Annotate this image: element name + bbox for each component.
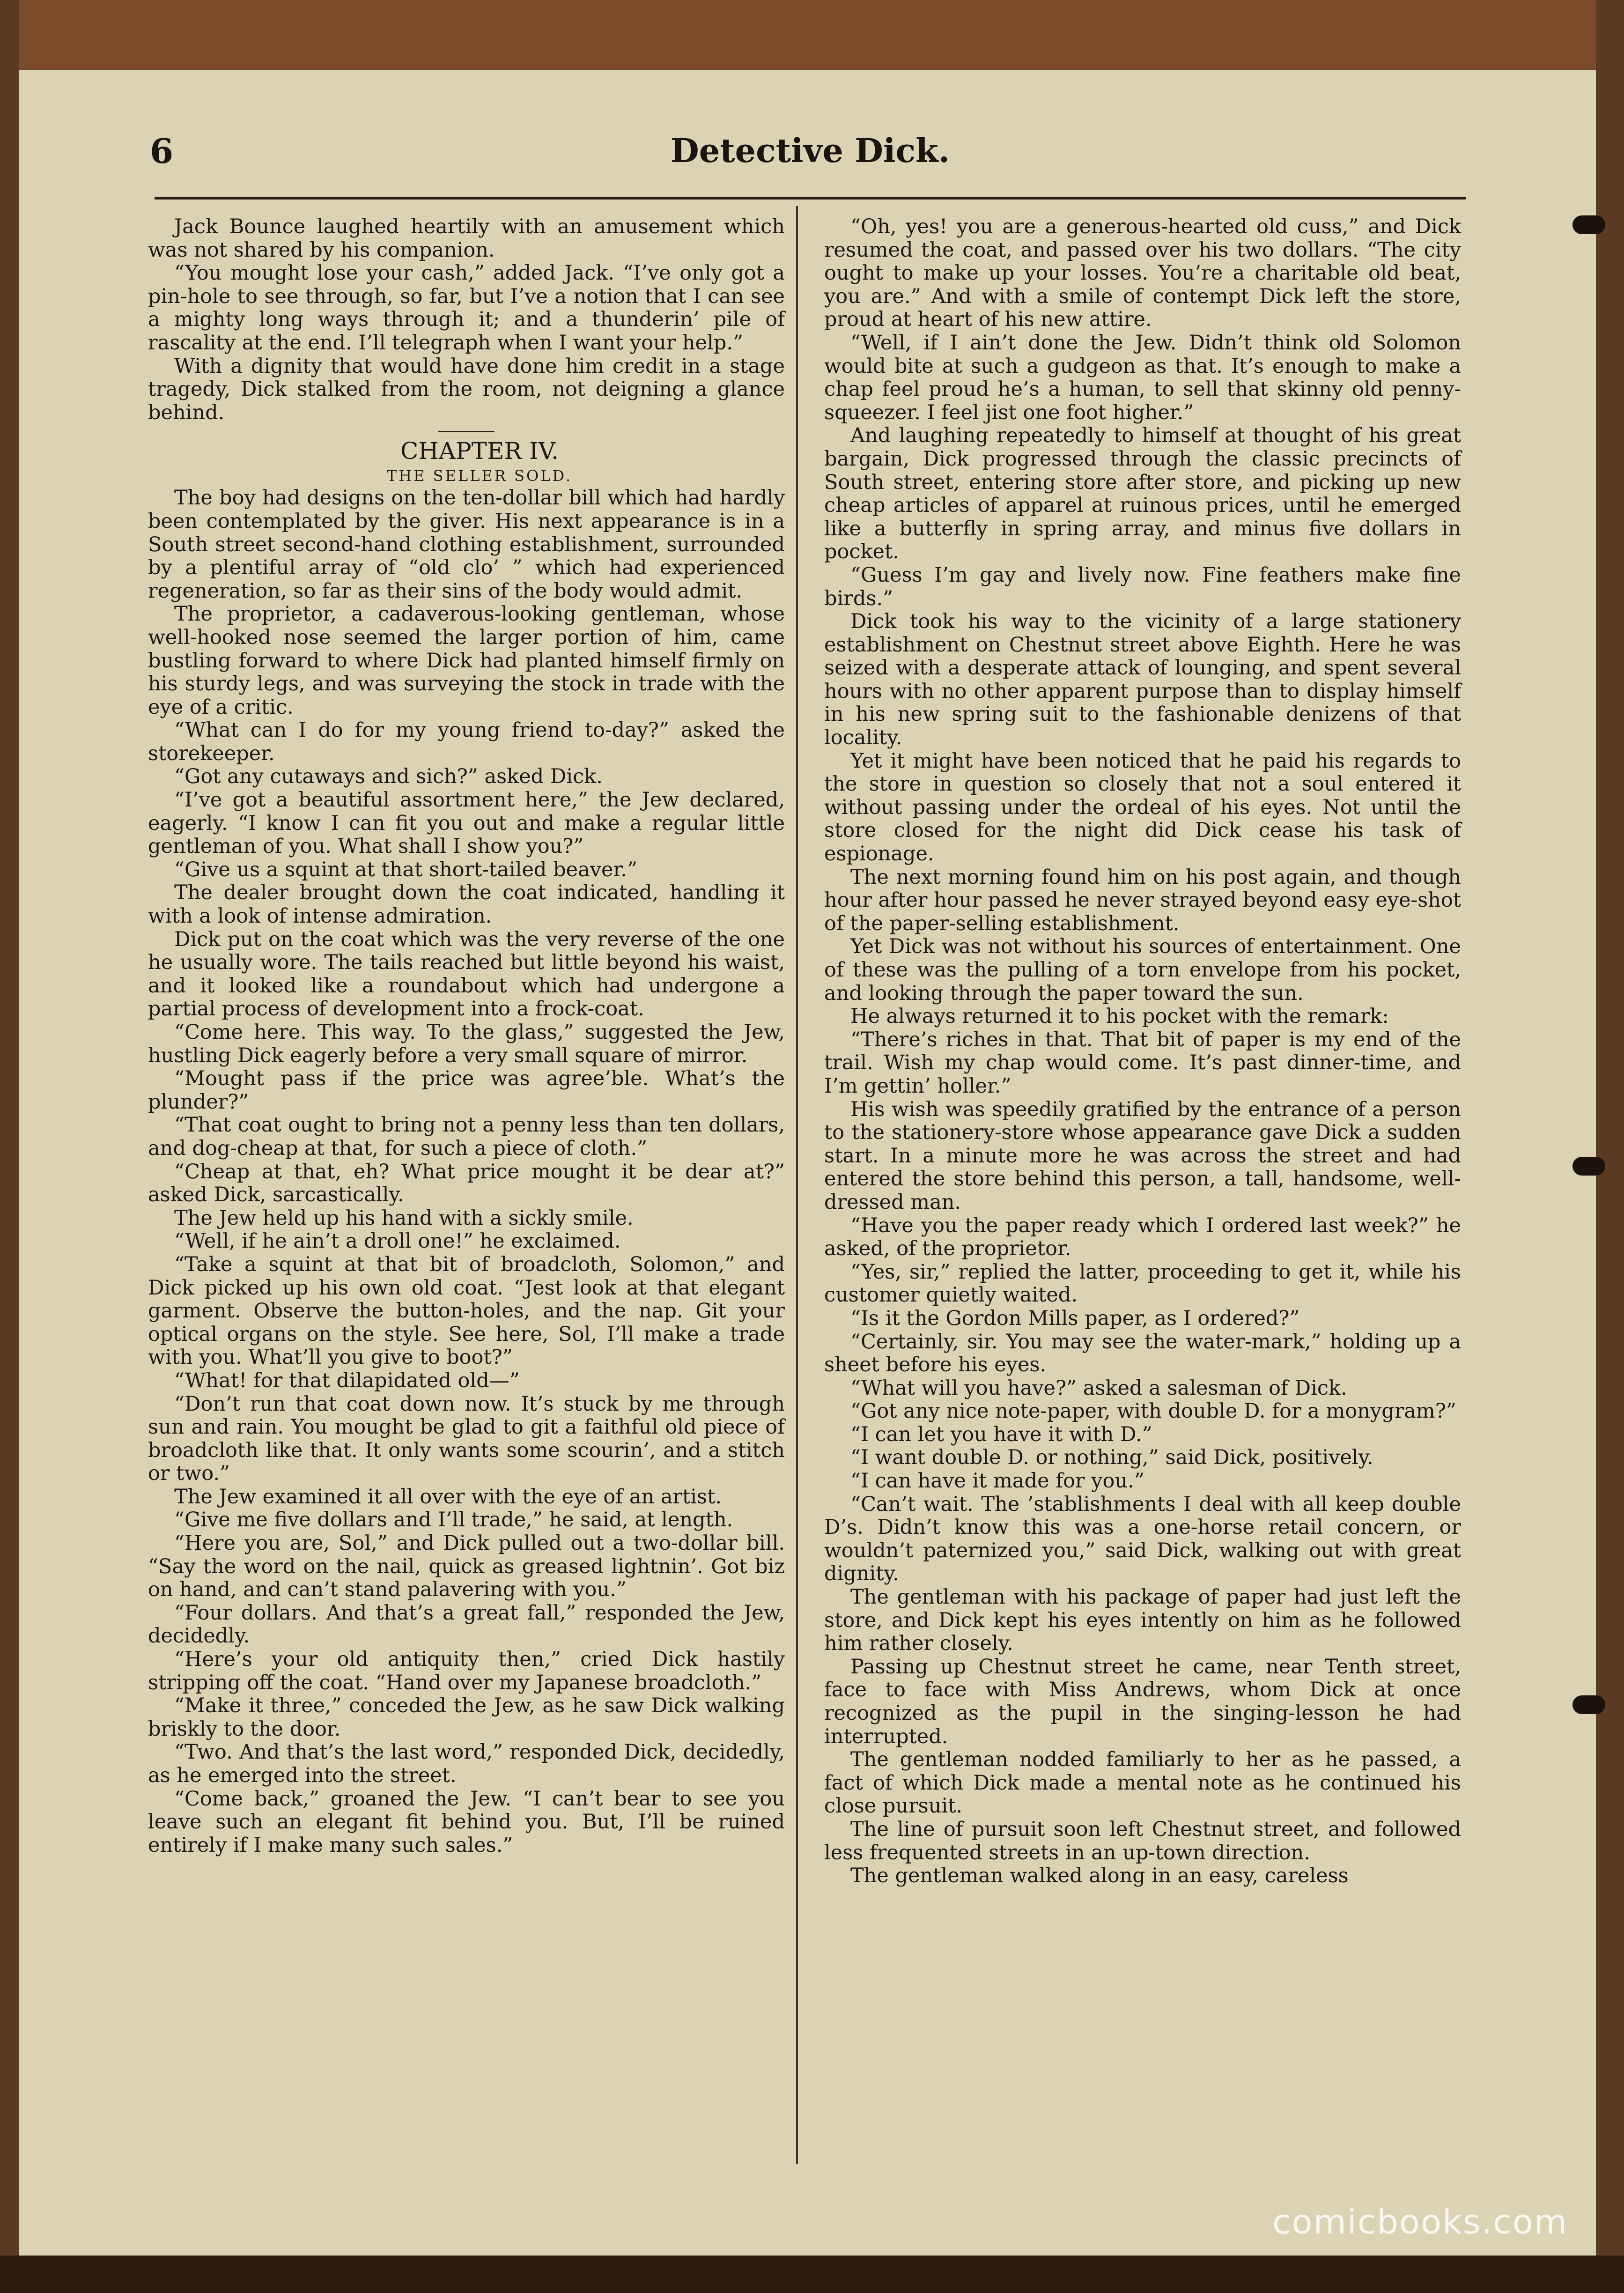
paragraph: Jack Bounce laughed heartily with an amusement which was not shared by his companion. [148, 215, 785, 262]
paragraph: “Cheap at that, eh? What price mought it be dear at?” asked Dick, sarcastically. [148, 1160, 785, 1207]
paragraph: “Yes, sir,” replied the latter, proceeding to get it, while his customer quietly waited. [824, 1260, 1461, 1307]
paragraph: And laughing repeatedly to himself at thought of his great bargain, Dick progressed through the classic precincts of South street, entering store after store, and picking up new cheap articles of apparel at ruinous prices, until he emerged like a butterfly in spring array, and minus five dollars in pocket. [824, 424, 1461, 564]
paragraph: “Got any nice note-paper, with double D. for a monygram?” [850, 1399, 1456, 1423]
chapter-subtitle: THE SELLER SOLD. [386, 467, 573, 485]
left-column [148, 215, 785, 1857]
page-header [150, 131, 1470, 187]
paragraph: The proprietor, a cadaverous-looking gentleman, whose well-hooked nose seemed the larger portion of him, came bustling forward to where Dick had planted himself firmly on his sturdy legs, and was surveying the stock in trade with the eye of a critic. [148, 602, 785, 719]
paragraph: Yet it might have been noticed that he paid his regards to the store in question so closely that not a soul entered it without passing under the ordeal of his eyes. Not until the store closed for the night did Dick cease his task of espionage. [824, 749, 1461, 866]
paragraph: “I can have it made for you.” [850, 1469, 1144, 1493]
paragraph: “Here’s your old antiquity then,” cried Dick hastily stripping off the coat. “Hand over my Japanese broadcloth.” [148, 1648, 785, 1694]
paragraph: “What can I do for my young friend to-day?” asked the storekeeper. [148, 718, 785, 765]
right-column-body [824, 215, 1461, 1888]
paragraph: The line of pursuit soon left Chestnut street, and followed less frequented streets in an up-town direction. [824, 1817, 1461, 1864]
paragraph: The boy had designs on the ten-dollar bill which had hardly been contemplated by the giver. His next appearance is in a South street second-hand clothing establishment, surrounded by a plentiful array of “old clo’ ” which had experienced regeneration, so far as their sins of the body would admit. [148, 486, 785, 603]
paragraph: Yet Dick was not without his sources of entertainment. One of these was the pulling of a torn envelope from his pocket, and looking through the paper toward the sun. [824, 935, 1461, 1005]
paragraph: “What! for that dilapidated old—” [174, 1368, 520, 1392]
paragraph: “Four dollars. And that’s a great fall,” responded the Jew, decidedly. [148, 1601, 785, 1648]
paragraph: “Have you the paper ready which I ordered last week?” he asked, of the proprietor. [824, 1213, 1461, 1261]
paragraph: His wish was speedily gratified by the entrance of a person to the stationery-store whose appearance gave Dick a sudden start. In a minute more he was across the street and had entered the store behind this person, a tall, handsome, well-dressed man. [824, 1097, 1461, 1214]
paragraph: He always returned it to his pocket with the remark: [850, 1005, 1389, 1028]
right-column [824, 215, 1461, 1888]
watermark: comicbooks.com [1272, 2202, 1568, 2241]
paragraph: “Come here. This way. To the glass,” suggested the Jew, hustling Dick eagerly before a very small square of mirror. [148, 1021, 785, 1067]
paragraph: “I can let you have it with D.” [850, 1422, 1152, 1446]
paragraph: Dick put on the coat which was the very reverse of the one he usually wore. The tails reached but little beyond his waist, and it looked like a roundabout which had undergone a partial process of development into a frock-coat. [148, 927, 785, 1021]
paragraph: The Jew held up his hand with a sickly smile. [174, 1206, 634, 1230]
paragraph: The Jew examined it all over with the eye of an artist. [174, 1485, 722, 1509]
paragraph: “I want double D. or nothing,” said Dick, positively. [850, 1446, 1373, 1470]
paragraph: The gentleman with his package of paper had just left the store, and Dick kept his eyes intently on him as he followed him rather closely. [824, 1585, 1461, 1656]
paragraph: “Give me five dollars and I’ll trade,” he said, at length. [174, 1508, 733, 1532]
chapter-separator [438, 431, 495, 432]
paragraph: “What will you have?” asked a salesman of Dick. [850, 1376, 1347, 1400]
paragraph: “Certainly, sir. You may see the water-mark,” holding up a sheet before his eyes. [824, 1330, 1461, 1377]
running-title: Detective Dick. [670, 131, 950, 170]
page-number: 6 [150, 131, 174, 171]
paragraph: Dick took his way to the vicinity of a large stationery establishment on Chestnut street above Eighth. Here he was seized with a desperate attack of lounging, and spent several hours with no other apparent purpose than to display himself in his new spring suit to the fashionable denizens of that locality. [824, 610, 1461, 750]
paragraph: “Don’t run that coat down now. It’s stuck by me through sun and rain. You mought be glad to git a faithful old piece of broadcloth like that. It only wants some scourin’, and a stitch or two.” [148, 1392, 785, 1486]
paragraph: Passing up Chestnut street he came, near Tenth street, face to face with Miss Andrews, whom Dick at once recognized as the pupil in the singing-lesson he had interrupted. [824, 1655, 1461, 1748]
paragraph: “Can’t wait. The ’stablishments I deal with all keep double D’s. Didn’t know this was a one-horse retail concern, or wouldn’t paternized you,” said Dick, walking out with great dignity. [824, 1492, 1461, 1586]
paragraph: “Is it the Gordon Mills paper, as I ordered?” [850, 1306, 1300, 1330]
paragraph: The gentleman nodded familiarly to her as he passed, a fact of which Dick made a mental note as he continued his close pursuit. [824, 1748, 1461, 1818]
header-rule [155, 197, 1466, 200]
binding-staple-2 [1572, 1157, 1605, 1176]
paragraph: “Give us a squint at that short-tailed beaver.” [174, 858, 637, 881]
paragraph: “Here you are, Sol,” and Dick pulled out a two-dollar bill. “Say the word on the nail, quick as greased lightnin’. Got biz on hand, and can’t stand palavering with you.” [148, 1531, 785, 1602]
paragraph: “Two. And that’s the last word,” responded Dick, decidedly, as he emerged into the street. [148, 1740, 785, 1787]
paragraph: “Come back,” groaned the Jew. “I can’t bear to see you leave such an elegant fit behind you. But, I’ll be ruined entirely if I make many such sales.” [148, 1787, 785, 1857]
page-edge-top [0, 0, 1624, 70]
paragraph: “Oh, yes! you are a generous-hearted old cuss,” and Dick resumed the coat, and passed over his two dollars. “The city ought to make up your losses. You’re a charitable old beat, you are.” And with a smile of contempt Dick left the store, proud at heart of his new attire. [824, 215, 1461, 332]
page-edge-bottom [0, 2256, 1624, 2293]
paragraph: “Got any cutaways and sich?” asked Dick. [174, 765, 603, 789]
binding-staple-1 [1572, 215, 1605, 234]
chapter-body [148, 487, 785, 1857]
paragraph: The dealer brought down the coat indicated, handling it with a look of intense admiration. [148, 881, 785, 928]
paragraph: “I’ve got a beautiful assortment here,” the Jew declared, eagerly. “I know I can fit you out and make a regular little gentleman of you. What shall I show you?” [148, 788, 785, 858]
paragraph: “Well, if I ain’t done the Jew. Didn’t think old Solomon would bite at such a gudgeon as that. It’s enough to make a chap feel proud he’s a human, to sell that skinny old penny-squeezer. I feel jist one foot higher.” [824, 331, 1461, 424]
chapter-title: CHAPTER IV. [400, 437, 559, 465]
paragraph: “That coat ought to bring not a penny less than ten dollars, and dog-cheap at that, for such a piece of cloth.” [148, 1113, 785, 1160]
paragraph: “There’s riches in that. That bit of paper is my end of the trail. Wish my chap would come. It’s past dinner-time, and I’m gettin’ holler.” [824, 1028, 1461, 1098]
paragraph: The gentleman walked along in an easy, careless [850, 1864, 1349, 1888]
paragraph: “Guess I’m gay and lively now. Fine feathers make fine birds.” [824, 563, 1461, 610]
paragraph: The next morning found him on his post again, and though hour after hour passed he never strayed beyond easy eye-shot of the paper-selling establishment. [824, 865, 1461, 935]
binding-staple-3 [1572, 1695, 1605, 1714]
paragraph: “Well, if he ain’t a droll one!” he exclaimed. [174, 1229, 621, 1253]
paragraph: With a dignity that would have done him credit in a stage tragedy, Dick stalked from the room, not deigning a glance behind. [148, 354, 785, 424]
page-edge-left [0, 0, 19, 2293]
column-divider [796, 206, 798, 2164]
paragraph: “Mought pass if the price was agree’ble. What’s the plunder?” [148, 1067, 785, 1114]
paragraph: “Make it three,” conceded the Jew, as he saw Dick walking briskly to the door. [148, 1694, 785, 1741]
page-edge-right [1596, 0, 1624, 2293]
paragraph: “Take a squint at that bit of broadcloth, Solomon,” and Dick picked up his own old coat. “Jest look at that elegant garment. Observe the button-holes, and the nap. Git your optical organs on the style. See here, Sol, I’ll make a trade with you. What’ll you give to boot?” [148, 1252, 785, 1369]
paragraph: “You mought lose your cash,” added Jack. “I’ve only got a pin-hole to see through, so far, but I’ve a notion that I can see a mighty long ways through it; and a thunderin’ pile of rascality at the end. I’ll telegraph when I want your help.” [148, 261, 785, 355]
